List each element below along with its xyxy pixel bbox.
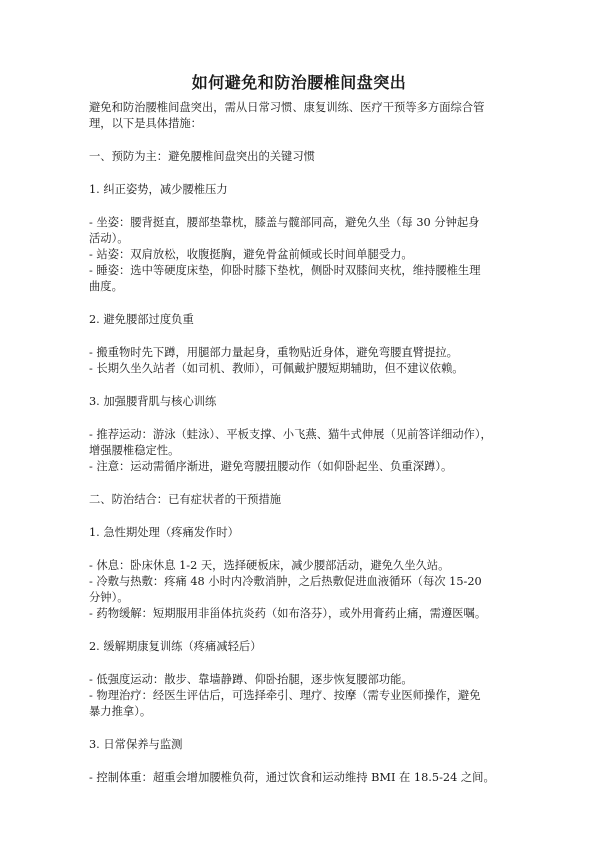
body-line: 曲度。 — [89, 280, 123, 293]
body-line: - 长期久坐久站者（如司机、教师），可佩戴护腰短期辅助，但不建议依赖。 — [89, 362, 464, 375]
body-line: - 注意：运动需循序渐进，避免弯腰扭腰动作（如仰卧起坐、负重深蹲）。 — [89, 460, 453, 473]
body-line: - 推荐运动：游泳（蛙泳）、平板支撑、小飞燕、猫牛式伸展（见前答详细动作）， — [89, 428, 492, 441]
body-line: - 搬重物时先下蹲，用腿部力量起身，重物贴近身体，避免弯腰直臂提拉。 — [89, 346, 458, 359]
subsection-heading: 2. 缓解期康复训练（疼痛减轻后） — [89, 640, 262, 653]
document-page — [89, 72, 509, 786]
subsection-heading: 3. 加强腰背肌与核心训练 — [89, 395, 217, 408]
body-line: - 坐姿：腰背挺直，腰部垫靠枕，膝盖与髋部同高，避免久坐（每 30 分钟起身 — [89, 216, 480, 229]
body-line: 活动）。 — [89, 232, 129, 245]
body-line: - 低强度运动：散步、靠墙静蹲、仰卧抬腿，逐步恢复腰部功能。 — [89, 673, 413, 686]
subsection-heading: 2. 避免腰部过度负重 — [89, 313, 194, 326]
body-line: - 休息：卧床休息 1-2 天，选择硬板床，减少腰部活动，避免久坐久站。 — [89, 559, 450, 572]
body-line: - 睡姿：选中等硬度床垫，仰卧时膝下垫枕，侧卧时双膝间夹枕，维持腰椎生理 — [89, 264, 481, 277]
intro-line: 避免和防治腰椎间盘突出，需从日常习惯、康复训练、医疗干预等多方面综合管 — [89, 101, 485, 114]
body-line: - 站姿：双肩放松，收腹挺胸，避免骨盆前倾或长时间单腿受力。 — [89, 248, 413, 261]
body-line: - 冷敷与热敷：疼痛 48 小时内冷敷消肿，之后热敷促进血液循环（每次 15-20 — [89, 575, 482, 588]
section-heading: 一、预防为主：避免腰椎间盘突出的关键习惯 — [89, 150, 315, 163]
subsection-heading: 3. 日常保养与监测 — [89, 738, 183, 751]
body-line: 暴力推拿）。 — [89, 705, 152, 718]
body-line: - 物理治疗：经医生评估后，可选择牵引、理疗、按摩（需专业医师操作，避免 — [89, 689, 481, 702]
section-heading: 二、防治结合：已有症状者的干预措施 — [89, 493, 282, 506]
body-line: 分钟）。 — [89, 591, 129, 604]
subsection-heading: 1. 纠正姿势，减少腰椎压力 — [89, 183, 228, 196]
body-line: - 控制体重：超重会增加腰椎负荷，通过饮食和运动维持 BMI 在 18.5-24 之间。 — [89, 771, 495, 784]
body-line: 增强腰椎稳定性。 — [89, 444, 180, 457]
document-title: 如何避免和防治腰椎间盘突出 — [191, 73, 407, 92]
intro-line: 理，以下是具体措施： — [89, 117, 202, 130]
body-line: - 药物缓解：短期服用非甾体抗炎药（如布洛芬），或外用膏药止痛，需遵医嘱。 — [89, 607, 487, 620]
subsection-heading: 1. 急性期处理（疼痛发作时） — [89, 526, 239, 539]
